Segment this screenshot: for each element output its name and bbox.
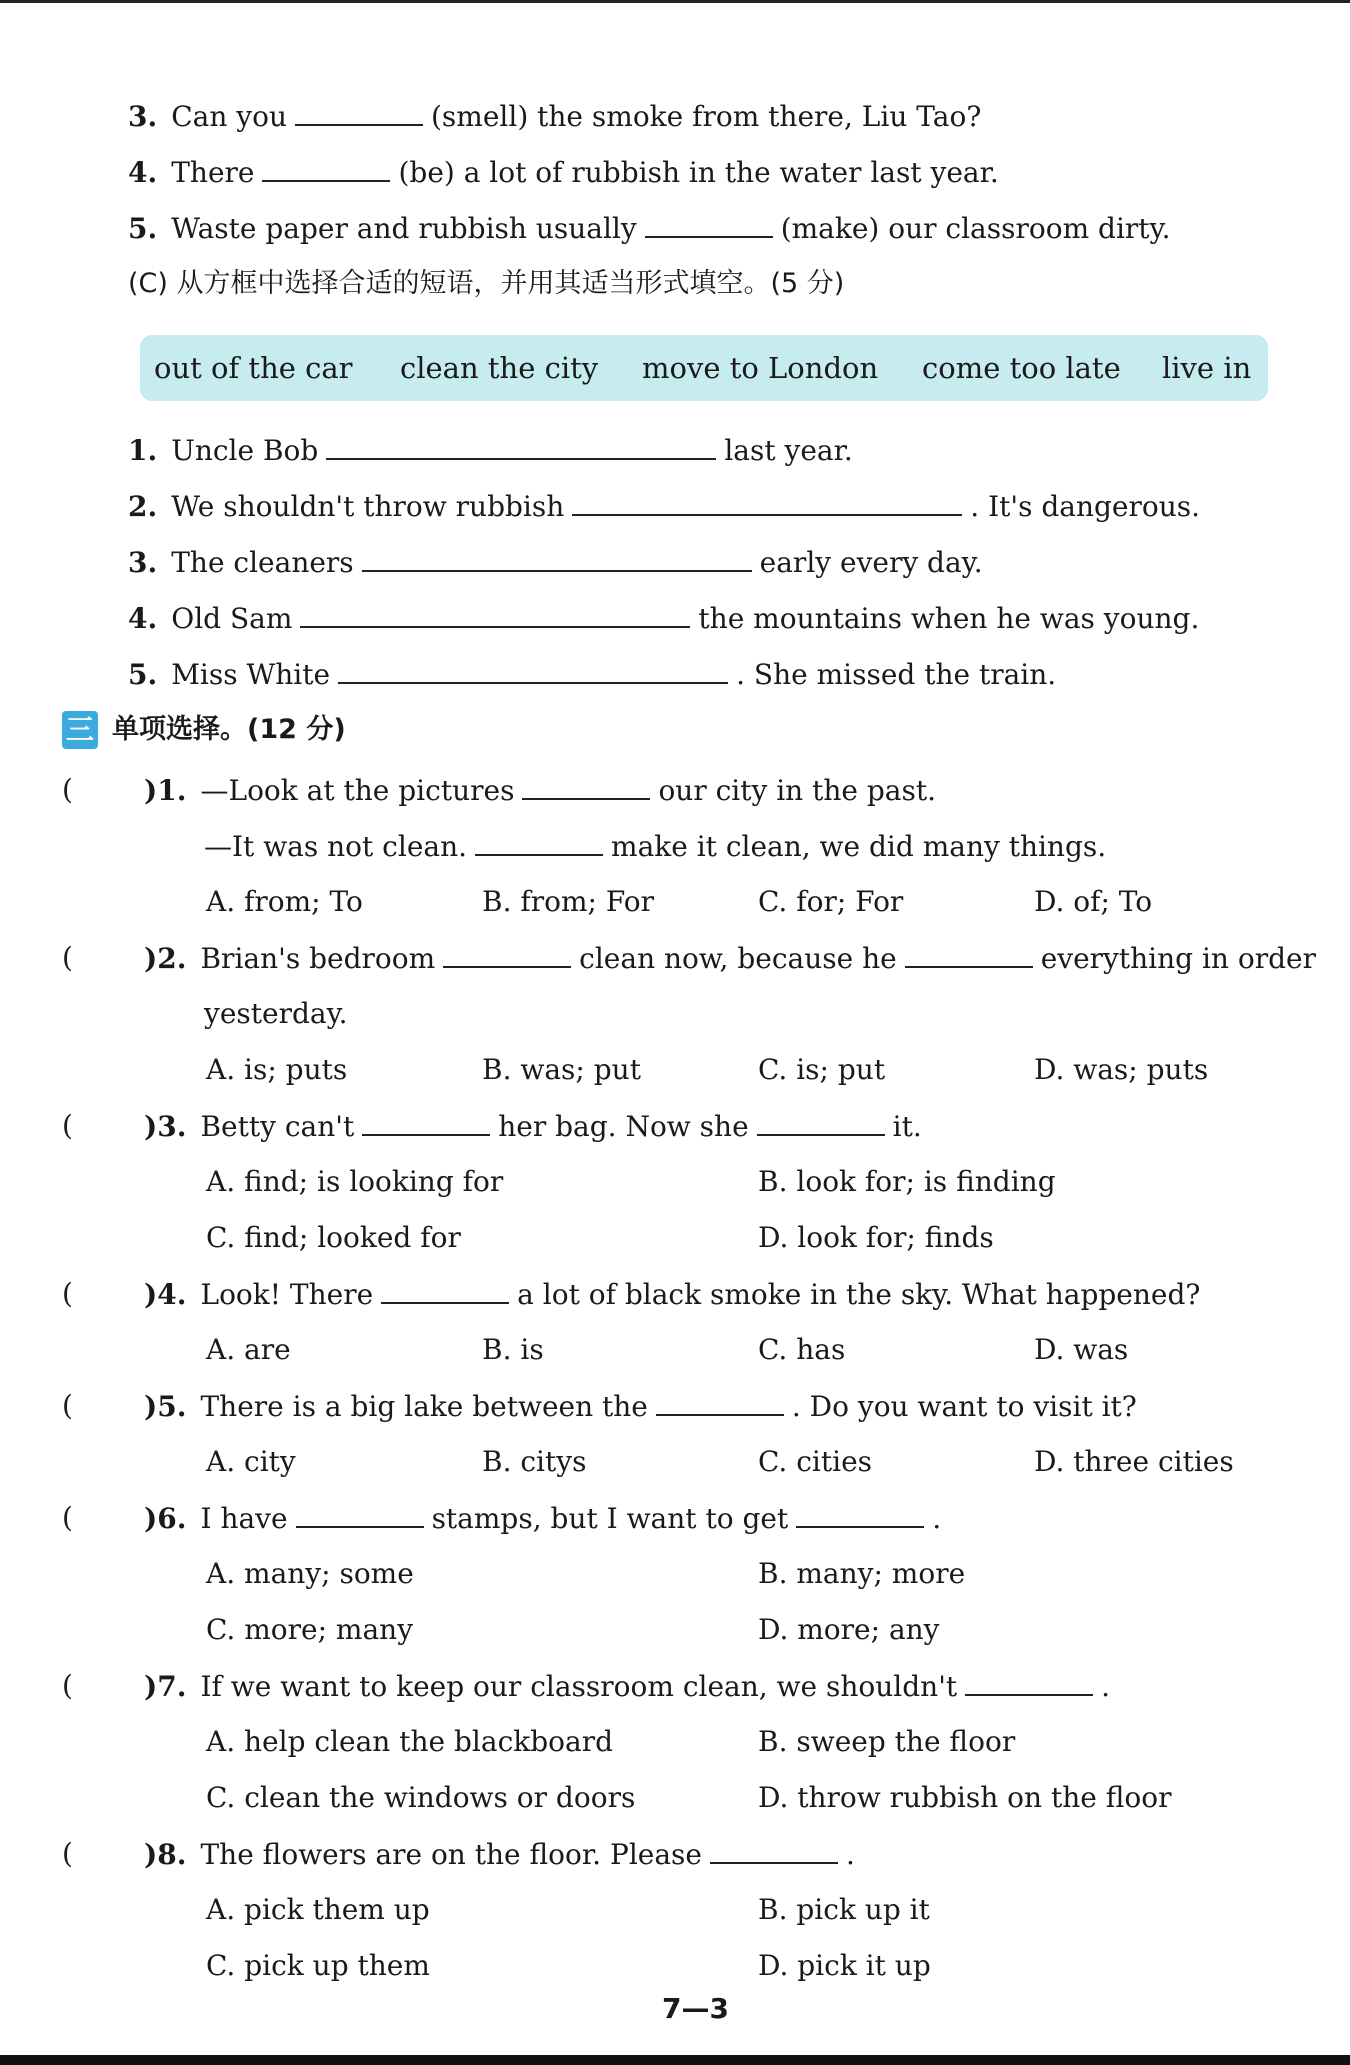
option-d[interactable]: D. was; puts	[1034, 1053, 1209, 1086]
answer-blank[interactable]	[796, 1498, 924, 1528]
question-text: Brian's bedroom	[200, 942, 436, 975]
item-number: 5.	[128, 658, 158, 691]
question-1	[144, 770, 936, 810]
answer-blank[interactable]	[757, 1106, 885, 1136]
item-number: 4.	[128, 156, 158, 189]
option-c[interactable]: C. more; many	[206, 1613, 414, 1646]
question-7	[144, 1666, 1110, 1706]
item-text: early every day.	[759, 546, 983, 579]
item-text: . It's dangerous.	[970, 490, 1201, 523]
fill-item-c2	[128, 486, 1200, 526]
option-d[interactable]: D. pick it up	[758, 1949, 931, 1982]
fill-item-c4	[128, 598, 1199, 638]
fill-item-c1	[128, 430, 853, 470]
question-2-cont: yesterday.	[204, 997, 348, 1030]
part-c-title: (C) 从方框中选择合适的短语，并用其适当形式填空。(5 分)	[128, 268, 845, 299]
answer-blank[interactable]	[656, 1386, 784, 1416]
option-a[interactable]: A. many; some	[206, 1557, 414, 1590]
item-number: 3.	[128, 100, 158, 133]
item-text: last year.	[724, 434, 853, 467]
question-text: Betty can't	[200, 1110, 355, 1143]
phrase-option: move to London	[642, 351, 879, 385]
question-text: Look! There	[200, 1278, 374, 1311]
option-b[interactable]: B. citys	[482, 1445, 587, 1478]
option-a[interactable]: A. are	[206, 1333, 291, 1366]
option-d[interactable]: D. throw rubbish on the floor	[758, 1781, 1172, 1814]
question-text: There is a big lake between the	[200, 1390, 648, 1423]
option-b[interactable]: B. look for; is finding	[758, 1165, 1056, 1198]
answer-blank[interactable]	[381, 1274, 509, 1304]
question-text: our city in the past.	[658, 774, 937, 807]
phrase-option: live in	[1162, 351, 1252, 385]
item-text: There	[171, 156, 255, 189]
item-text: . She missed the train.	[736, 658, 1057, 691]
question-text: I have	[200, 1502, 288, 1535]
fill-item-c5	[128, 654, 1056, 694]
question-text: —Look at the pictures	[200, 774, 515, 807]
item-text: (smell) the smoke from there, Liu Tao?	[431, 100, 982, 133]
section-title: 单项选择。(12 分)	[112, 714, 346, 745]
top-border	[0, 0, 1350, 3]
answer-paren[interactable]: (	[62, 1109, 73, 1142]
answer-blank[interactable]	[300, 598, 690, 628]
phrase-option: come too late	[922, 351, 1121, 385]
option-a[interactable]: A. pick them up	[206, 1893, 430, 1926]
question-text: a lot of black smoke in the sky. What happened?	[517, 1278, 1201, 1311]
fill-item-b3	[128, 96, 981, 136]
option-a[interactable]: A. help clean the blackboard	[206, 1725, 613, 1758]
fill-item-b5	[128, 208, 1171, 248]
answer-blank[interactable]	[710, 1834, 838, 1864]
option-c[interactable]: C. for; For	[758, 885, 904, 918]
question-6	[144, 1498, 941, 1538]
option-d[interactable]: D. three cities	[1034, 1445, 1234, 1478]
item-text: (make) our classroom dirty.	[780, 212, 1171, 245]
item-number: 1.	[128, 434, 158, 467]
answer-blank[interactable]	[362, 1106, 490, 1136]
page-number: 7—3	[662, 1992, 729, 2025]
answer-blank[interactable]	[295, 96, 423, 126]
question-text: stamps, but I want to get	[431, 1502, 789, 1535]
answer-paren[interactable]: (	[62, 773, 73, 806]
fill-item-c3	[128, 542, 983, 582]
question-text: clean now, because he	[579, 942, 897, 975]
question-text: . Do you want to visit it?	[791, 1390, 1137, 1423]
question-number: )2.	[144, 942, 187, 975]
answer-blank[interactable]	[443, 938, 571, 968]
item-text: Uncle Bob	[171, 434, 319, 467]
question-text: it.	[892, 1110, 922, 1143]
answer-paren[interactable]: (	[62, 941, 73, 974]
option-d[interactable]: D. was	[1034, 1333, 1129, 1366]
question-number: )8.	[144, 1838, 187, 1871]
question-number: )6.	[144, 1502, 187, 1535]
question-1-line2	[204, 826, 1106, 866]
question-text: .	[845, 1838, 855, 1871]
answer-blank[interactable]	[296, 1498, 424, 1528]
question-number: )7.	[144, 1670, 187, 1703]
answer-blank[interactable]	[572, 486, 962, 516]
phrase-option: out of the car	[154, 351, 353, 385]
phrase-box	[140, 335, 1268, 401]
option-b[interactable]: B. many; more	[758, 1557, 966, 1590]
item-text: The cleaners	[171, 546, 354, 579]
option-b[interactable]: B. was; put	[482, 1053, 641, 1086]
option-b[interactable]: B. pick up it	[758, 1893, 930, 1926]
question-5	[144, 1386, 1137, 1426]
option-a[interactable]: A. find; is looking for	[206, 1165, 504, 1198]
answer-blank[interactable]	[905, 938, 1033, 968]
option-d[interactable]: D. more; any	[758, 1613, 940, 1646]
option-a[interactable]: A. is; puts	[206, 1053, 348, 1086]
answer-blank[interactable]	[522, 770, 650, 800]
item-number: 3.	[128, 546, 158, 579]
question-number: )3.	[144, 1110, 187, 1143]
option-d[interactable]: D. look for; finds	[758, 1221, 994, 1254]
phrase-option: clean the city	[400, 351, 599, 385]
question-number: )5.	[144, 1390, 187, 1423]
item-text: the mountains when he was young.	[698, 602, 1200, 635]
question-text: —It was not clean.	[204, 830, 468, 863]
option-c[interactable]: C. cities	[758, 1445, 873, 1478]
bottom-border	[0, 2055, 1350, 2065]
option-c[interactable]: C. find; looked for	[206, 1221, 461, 1254]
question-text: The flowers are on the floor. Please	[200, 1838, 702, 1871]
answer-paren[interactable]: (	[62, 1837, 73, 1870]
answer-paren[interactable]: (	[62, 1389, 73, 1422]
question-text: make it clean, we did many things.	[611, 830, 1107, 863]
question-8	[144, 1834, 855, 1874]
option-b[interactable]: B. is	[482, 1333, 544, 1366]
option-d[interactable]: D. of; To	[1034, 885, 1153, 918]
option-b[interactable]: B. sweep the floor	[758, 1725, 1016, 1758]
question-number: )1.	[144, 774, 187, 807]
answer-blank[interactable]	[262, 152, 390, 182]
question-text: If we want to keep our classroom clean, we shouldn't	[200, 1670, 958, 1703]
answer-blank[interactable]	[645, 208, 773, 238]
option-c[interactable]: C. clean the windows or doors	[206, 1781, 636, 1814]
section-number-badge: 三	[62, 711, 98, 749]
question-text: .	[1101, 1670, 1111, 1703]
question-text: .	[932, 1502, 942, 1535]
item-text: Miss White	[171, 658, 331, 691]
item-number: 5.	[128, 212, 158, 245]
answer-blank[interactable]	[475, 826, 603, 856]
answer-paren[interactable]: (	[62, 1669, 73, 1702]
item-number: 2.	[128, 490, 158, 523]
item-text: Old Sam	[171, 602, 293, 635]
question-3	[144, 1106, 922, 1146]
answer-paren[interactable]: (	[62, 1501, 73, 1534]
question-text: her bag. Now she	[498, 1110, 749, 1143]
option-b[interactable]: B. from; For	[482, 885, 655, 918]
question-text: everything in order	[1040, 942, 1316, 975]
item-text: We shouldn't throw rubbish	[171, 490, 565, 523]
answer-paren[interactable]: (	[62, 1277, 73, 1310]
answer-blank[interactable]	[965, 1666, 1093, 1696]
answer-blank[interactable]	[362, 542, 752, 572]
answer-blank[interactable]	[338, 654, 728, 684]
item-text: Waste paper and rubbish usually	[171, 212, 637, 245]
option-a[interactable]: A. from; To	[206, 885, 363, 918]
option-c[interactable]: C. has	[758, 1333, 846, 1366]
question-2	[144, 938, 1316, 978]
option-c[interactable]: C. pick up them	[206, 1949, 430, 1982]
option-c[interactable]: C. is; put	[758, 1053, 886, 1086]
option-a[interactable]: A. city	[206, 1445, 296, 1478]
question-number: )4.	[144, 1278, 187, 1311]
item-number: 4.	[128, 602, 158, 635]
fill-item-b4	[128, 152, 999, 192]
question-4	[144, 1274, 1200, 1314]
item-text: Can you	[171, 100, 287, 133]
answer-blank[interactable]	[326, 430, 716, 460]
item-text: (be) a lot of rubbish in the water last year.	[398, 156, 999, 189]
